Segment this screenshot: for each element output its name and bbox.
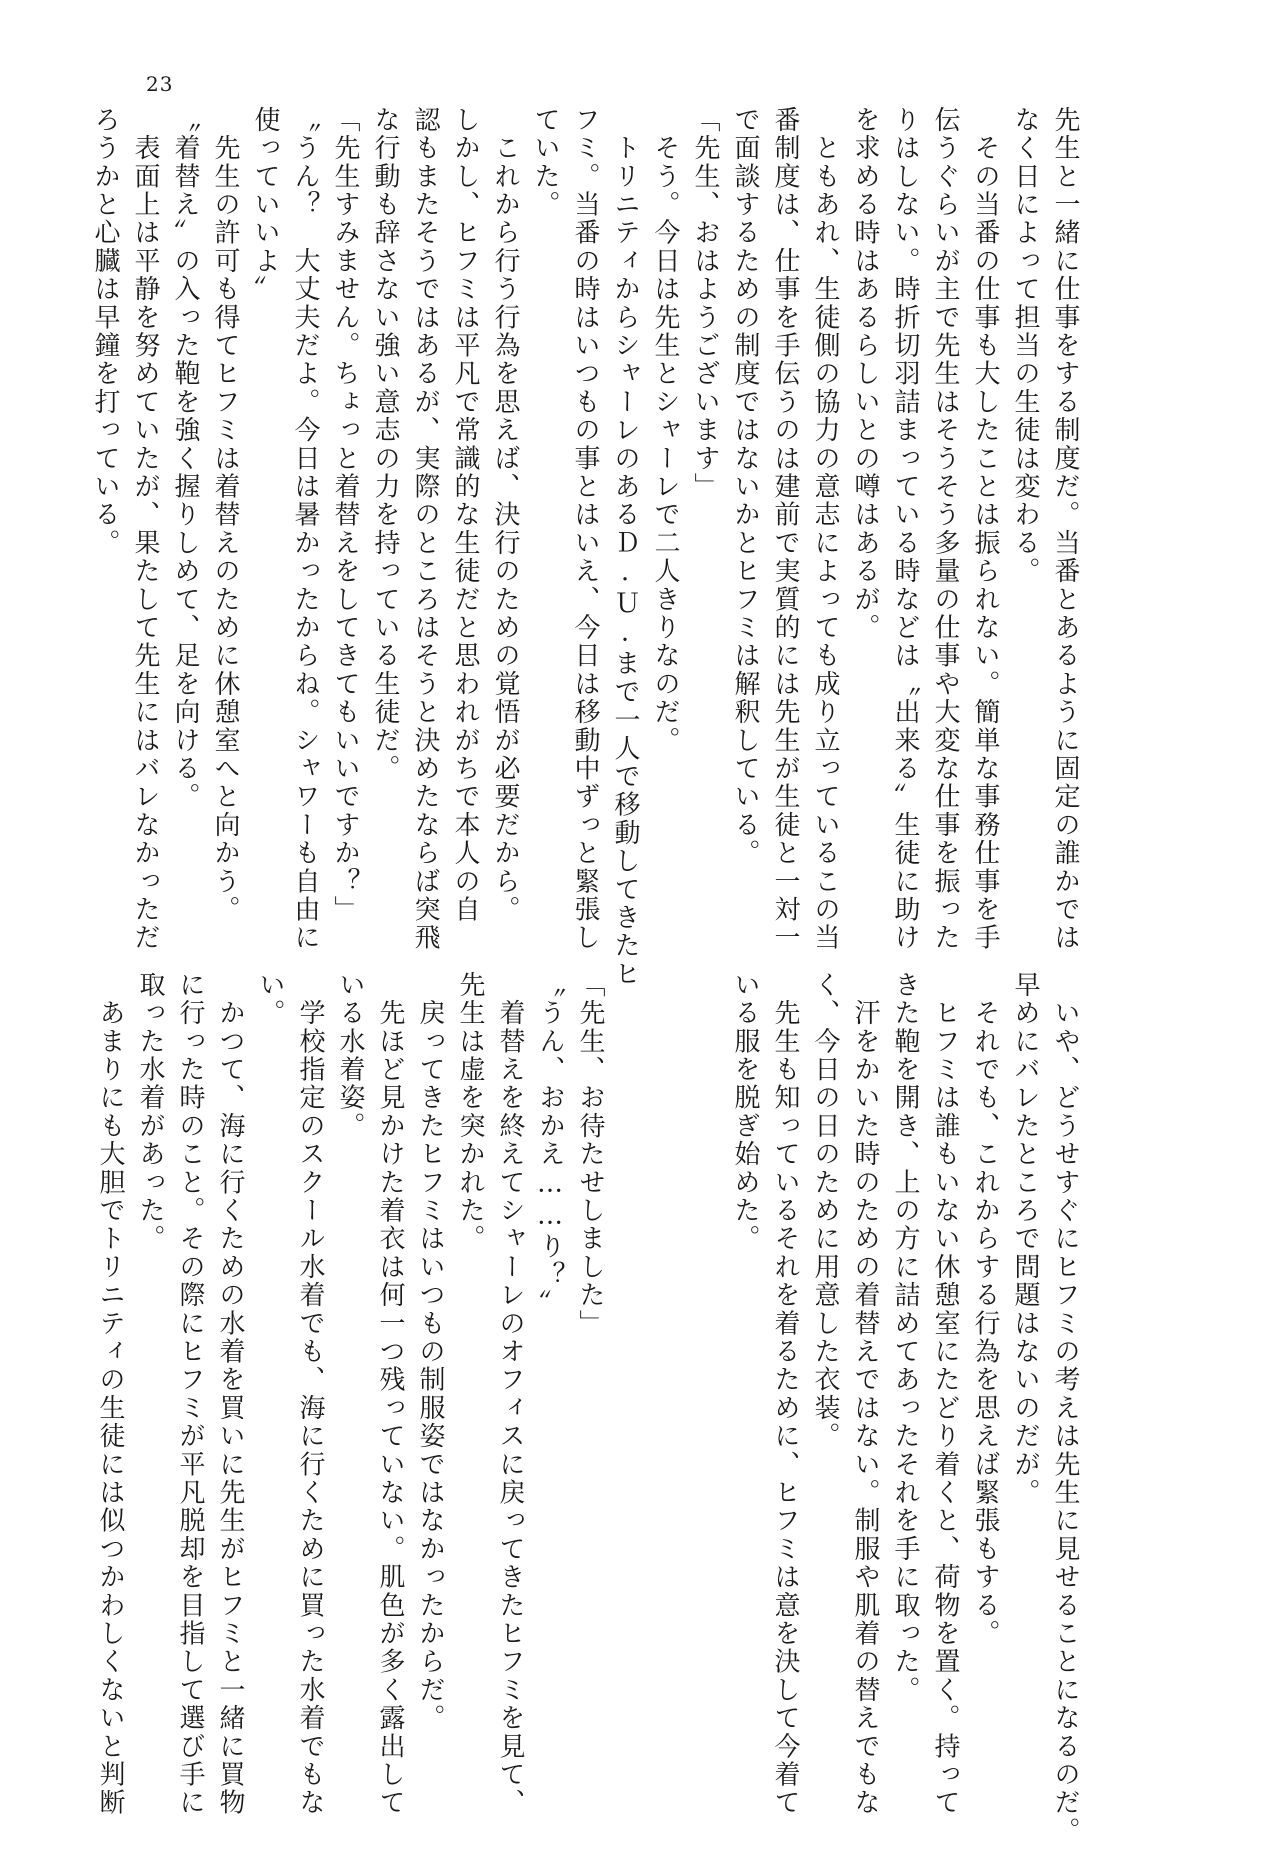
text-line: 「先生すみません。ちょっと着替えをしてきてもいいですか？」 [330, 106, 360, 924]
text-line: 認もまたそうではあるが、実際のところはそうと決めたならば突飛 [410, 106, 440, 952]
text-line: 〝うん、おかえ……り？〟 [535, 971, 565, 1318]
text-line: いる服を脱ぎ始めた。 [730, 971, 760, 1253]
text-line: 伝うぐらいが主で先生はそうそう多量の仕事や大変な仕事を振った [930, 106, 960, 952]
text-line: それでも、これからする行為を思えば緊張もする。 [970, 971, 1000, 1648]
text-line: きた鞄を開き、上の方に詰めてあったそれを手に取った。 [890, 971, 920, 1705]
text-line: 先ほど見かけた着衣は何一つ残っていない。肌色が多く露出して [375, 971, 405, 1817]
text-line: りはしない。時折切羽詰まっている時などは〝出来る〟生徒に助け [890, 106, 920, 953]
text-line: いる水着姿。 [335, 971, 365, 1141]
text-line: 取った水着があった。 [135, 971, 165, 1253]
text-line: あまりにも大胆でトリニティの生徒には似つかわしくないと判断 [95, 971, 125, 1817]
text-line: しかし、ヒフミは平凡で常識的な生徒だと思われがちで本人の自 [450, 106, 480, 924]
text-line: に行った時のこと。その際にヒフミが平凡脱却を目指して選び手に [175, 971, 205, 1817]
text-line: 戻ってきたヒフミはいつもの制服姿ではなかったからだ。 [415, 971, 445, 1733]
text-line: 先生と一緒に仕事をする制度だ。当番とあるように固定の誰かでは [1050, 106, 1080, 952]
text-line: 先生は虚を突かれた。 [455, 971, 485, 1253]
text-line: いや、どうせすぐにヒフミの考えは先生に見せることになるのだ。 [1050, 971, 1080, 1846]
text-line: ともあれ、生徒側の協力の意志によっても成り立っているこの当 [810, 106, 840, 952]
page-number: 23 [146, 72, 174, 96]
text-line: 学校指定のスクール水着でも、海に行くために買った水着でもな [295, 971, 325, 1817]
text-line: 汗をかいた時のための着替えではない。制服や肌着の替えでもな [850, 971, 880, 1817]
text-line: 「先生、お待たせしました」 [575, 971, 605, 1338]
text-line: な行動も辞さない強い意志の力を持っている生徒だ。 [370, 106, 400, 783]
text-line: 先生の許可も得てヒフミは着替えのために休憩室へと向かう。 [210, 106, 240, 924]
text-line: ろうかと心臓は早鐘を打っている。 [90, 106, 120, 558]
text-line: そう。今日は先生とシャーレで二人きりなのだ。 [650, 106, 680, 755]
text-line: で面談するための制度ではないかとヒフミは解釈している。 [730, 106, 760, 868]
text-line: その当番の仕事も大したことは振られない。簡単な事務仕事を手 [970, 106, 1000, 952]
text-line: 表面上は平静を努めていたが、果たして先生にはバレなかっただ [130, 106, 160, 952]
text-block-top [85, 106, 1085, 1006]
text-line: 〝着替え〟の入った鞄を強く握りしめて、足を向ける。 [170, 106, 200, 811]
text-line: い。 [255, 971, 285, 1028]
text-block-bottom-left [90, 971, 610, 1871]
text-line: 先生も知っているそれを着るために、ヒフミは意を決して今着て [770, 971, 800, 1818]
text-line: フミ。当番の時はいつもの事とはいえ、今日は移動中ずっと緊張し [570, 106, 600, 952]
text-line: 〝うん？ 大丈夫だよ。今日は暑かったからね。シャワーも自由に [290, 106, 320, 952]
text-line: く、今日の日のために用意した衣装。 [810, 971, 840, 1451]
text-line: なく日によって担当の生徒は変わる。 [1010, 106, 1040, 586]
text-line: を求める時はあるらしいとの噂はあるが。 [850, 106, 880, 642]
text-line: ていた。 [530, 106, 560, 219]
text-line: 着替えを終えてシャーレのオフィスに戻ってきたヒフミを見て、 [495, 971, 525, 1817]
text-block-bottom-right [725, 971, 1085, 1871]
text-line: 番制度は、仕事を手伝うのは建前で実質的には先生が生徒と一対一 [770, 106, 800, 952]
text-line: 使っていいよ〟 [250, 106, 280, 304]
text-line: かつて、海に行くための水着を買いに先生がヒフミと一緒に買物 [215, 971, 245, 1817]
text-line: ヒフミは誰もいない休憩室にたどり着くと、荷物を置く。持って [930, 971, 960, 1817]
text-line: 早めにバレたところで問題はないのだが。 [1010, 971, 1040, 1507]
text-line: 「先生、おはようございます」 [690, 106, 720, 501]
text-line: これから行う行為を思えば、決行のための覚悟が必要だから。 [490, 106, 520, 924]
text-line: トリニティからシャーレのあるＤ.Ｕ.まで一人で移動してきたヒ [610, 106, 640, 989]
